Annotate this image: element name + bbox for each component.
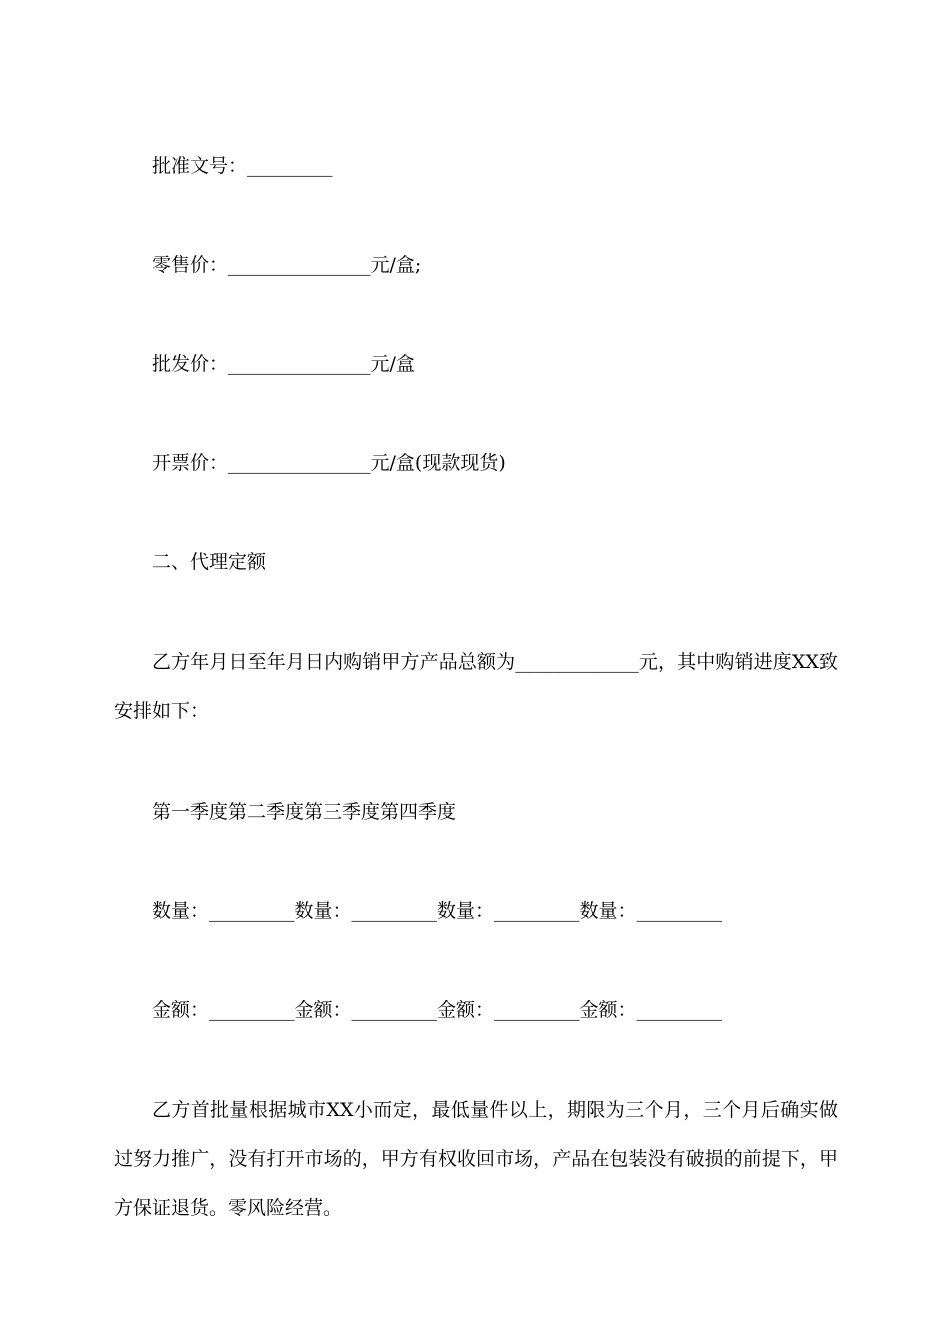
quantity-line: 数量：_________数量：_________数量：_________数量：_________ <box>152 900 723 922</box>
section-two-heading: 二、代理定额 <box>152 551 267 573</box>
invoice-price-line: 开票价：_______________元/盒(现款现货) <box>152 452 506 474</box>
amount-line: 金额：_________金额：_________金额：_________金额：_________ <box>152 999 723 1021</box>
quota-paragraph: 乙方年月日至年月日内购销甲方产品总额为_____________元，其中购销进度XX致安排如下： <box>114 651 838 722</box>
wholesale-price-line: 批发价：_______________元/盒 <box>152 353 415 375</box>
quarters-line: 第一季度第二季度第三季度第四季度 <box>152 801 457 823</box>
return-policy-paragraph: 乙方首批量根据城市XX小而定，最低量件以上，期限为三个月，三个月后确实做过努力推广，没有打开市场的，甲方有权收回市场，产品在包装没有破损的前提下，甲方保证退货。零风险经营。 <box>114 1099 838 1219</box>
approval-number-line: 批准文号：_________ <box>152 155 333 177</box>
retail-price-line: 零售价：_______________元/盒; <box>152 254 422 276</box>
